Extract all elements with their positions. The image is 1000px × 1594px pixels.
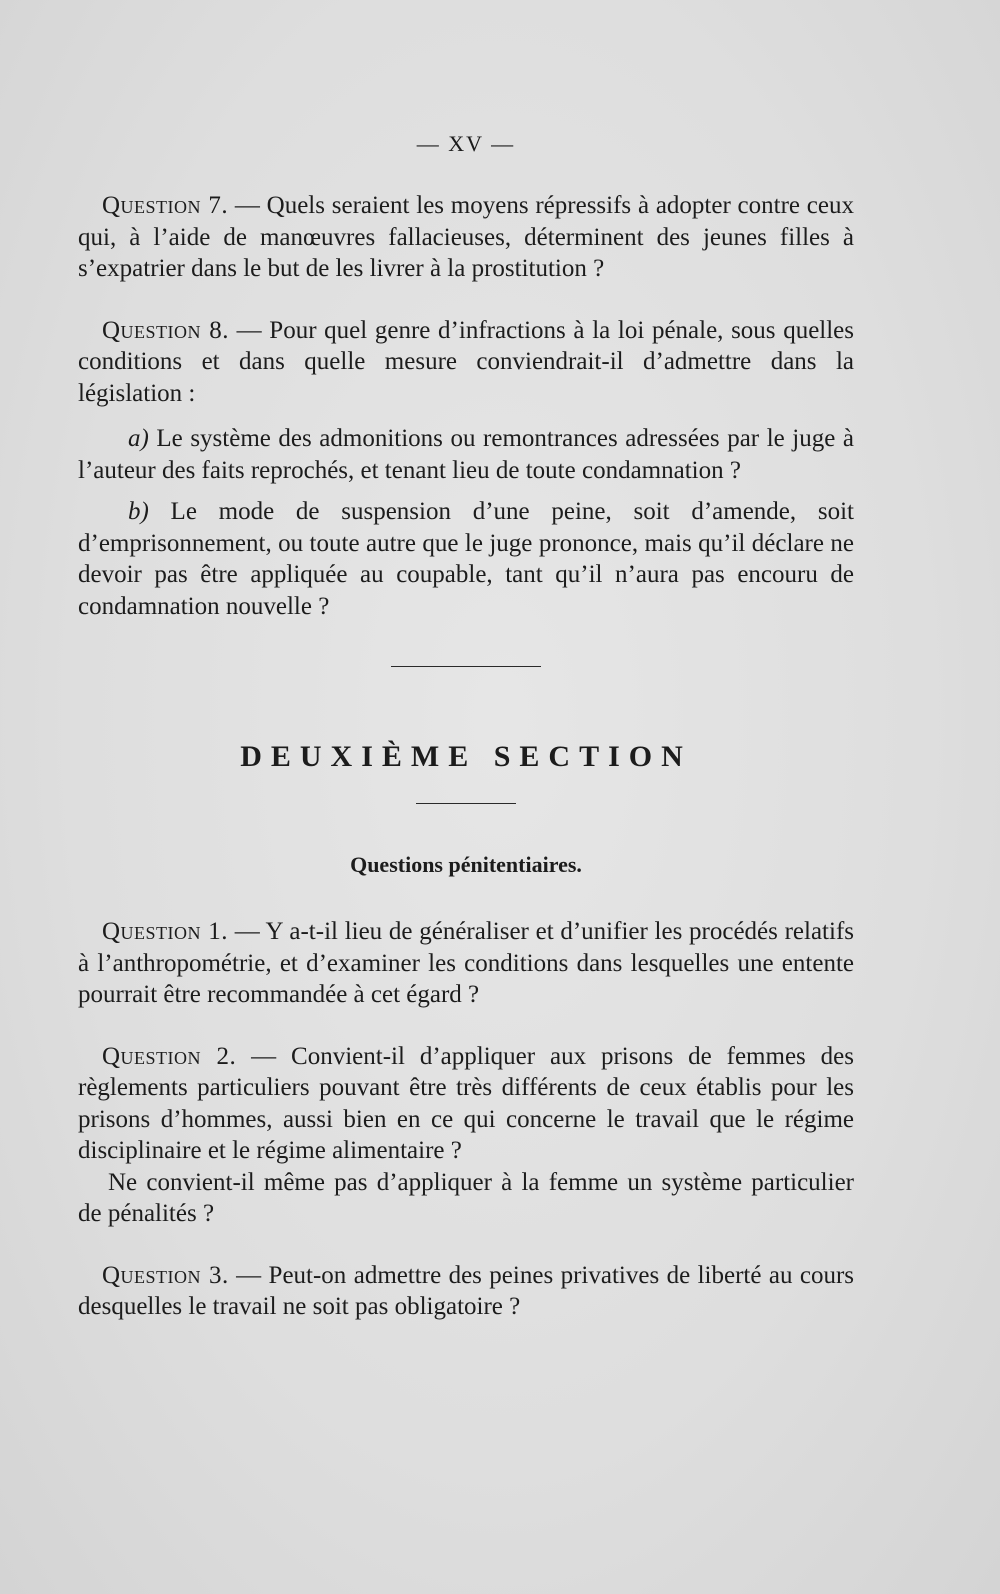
question-text: — Peut-on admettre des peines privatives de liberté au cours desquelles le travail ne soit pas obligatoire ?	[78, 1261, 855, 1320]
question-7	[78, 190, 854, 285]
subsection-title: Questions pénitentiaires.	[350, 852, 582, 877]
question-2-continuation: Ne convient-il même pas d’appliquer à la femme un système particulier de pénalités ?	[78, 1168, 854, 1227]
question-2	[78, 1041, 854, 1167]
question-3	[78, 1260, 854, 1323]
question-8	[78, 315, 854, 410]
section-title: DEUXIÈME SECTION	[240, 740, 692, 773]
question-text: — Y a-t-il lieu de généraliser et d’unifier les procédés relatifs à l’anthropométrie, et d’examiner les conditions dans lesquelles une entente pourrait être recommandée à cet égard ?	[78, 918, 855, 1008]
sub-item-text: Le mode de suspension d’une peine, soit d’amende, soit d’emprisonnement, ou toute autre que le juge prononce, mais qu’il déclare ne devoir pas être appliquée au coupable, tant qu’il n’aura pas encouru de condamnation nouvelle ?	[78, 498, 854, 620]
question-text: — Pour quel genre d’infractions à la loi pénale, sous quelles conditions et dans quelle mesure conviendrait-il d’admettre dans la législation :	[78, 316, 855, 407]
question-1	[78, 916, 854, 1011]
question-text: — Quels seraient les moyens répressifs à adopter contre ceux qui, à l’aide de manœuvres fallacieuses, déterminent des jeunes filles à s’expatrier dans le but de les livrer à la prostitution ?	[78, 192, 854, 282]
sub-item-letter: a)	[128, 425, 149, 452]
question-label: Question 7.	[102, 192, 229, 219]
sub-item-text: Le système des admonitions ou remontrances adressées par le juge à l’auteur des faits reprochés, et tenant lieu de toute condamnation ?	[78, 425, 854, 484]
document-page	[78, 128, 854, 1323]
sub-item-b	[78, 496, 854, 622]
question-label: Question 3.	[102, 1261, 229, 1289]
question-label: Question 8.	[102, 316, 229, 344]
sub-item-a	[78, 423, 854, 486]
section-divider	[391, 666, 541, 667]
page-number: — XV —	[416, 131, 516, 156]
sub-item-letter: b)	[128, 498, 149, 525]
question-text: — Convient-il d’appliquer aux prisons de femmes des règlements particuliers pouvant être très différents de ceux établis pour les prisons d’hommes, aussi bien en ce qui concerne le travail que le régime disciplinaire et le régime alimentaire ?	[78, 1042, 855, 1164]
title-divider	[416, 803, 516, 804]
question-label: Question 2.	[102, 1042, 237, 1070]
question-label: Question 1.	[102, 918, 229, 945]
